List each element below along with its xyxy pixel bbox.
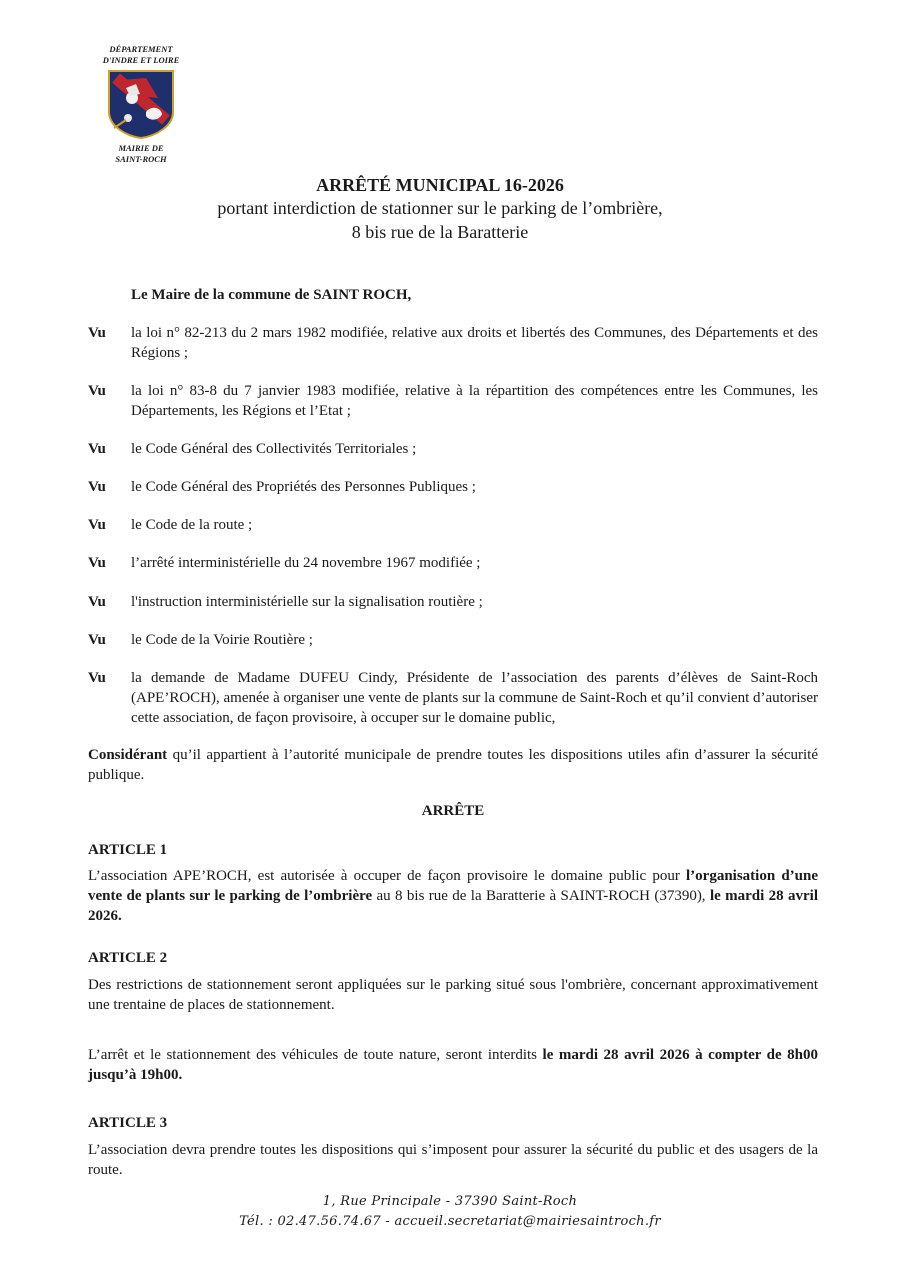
subtitle-line-2: 8 bis rue de la Baratterie <box>351 222 529 242</box>
vu-text: la loi n° 83-8 du 7 janvier 1983 modifiée, relative à la répartition des compétences entre les Communes, les Départements, les Régions et l’Etat ; <box>131 383 818 419</box>
considerant-label: Considérant <box>88 747 168 763</box>
mairie-line-1: MAIRIE DE <box>118 143 164 153</box>
vu-label: Vu <box>88 383 106 399</box>
article-1-date: le mardi 28 avril 2026. <box>88 888 819 924</box>
vu-label: Vu <box>88 594 106 610</box>
vu-text: le Code Général des Propriétés des Personnes Publiques ; <box>131 479 476 495</box>
article-1-bold-1: l’organisation d’une vente de plants sur le parking de l’ombrière <box>88 868 819 904</box>
subtitle-line-1: portant interdiction de stationner sur le parking de l’ombrière, <box>217 198 663 218</box>
department-line-1: DÉPARTEMENT <box>109 44 173 54</box>
vu-item <box>88 592 818 612</box>
vu-label: Vu <box>88 555 106 571</box>
vu-item <box>88 553 818 573</box>
article-2-bold: le mardi 28 avril 2026 à compter de 8h00 jusqu’à 19h00. <box>88 1047 819 1083</box>
vu-text: le Code de la Voirie Routière ; <box>131 632 313 648</box>
considerant-paragraph <box>88 745 818 785</box>
arrete-heading: ARRÊTE <box>421 803 485 819</box>
article-2-text: L’arrêt et le stationnement des véhicules de toute nature, seront interdits <box>88 1047 543 1063</box>
vu-item <box>88 439 818 459</box>
vu-text: la loi n° 82-213 du 2 mars 1982 modifiée, relative aux droits et libertés des Communes, des Départements et des Régions ; <box>131 325 818 361</box>
article-2-heading: ARTICLE 2 <box>88 950 168 966</box>
coat-of-arms-icon <box>106 68 176 140</box>
vu-label: Vu <box>88 670 106 686</box>
vu-text: l'instruction interministérielle sur la signalisation routière ; <box>131 594 483 610</box>
article-2-paragraph-2 <box>88 1045 818 1085</box>
vu-item <box>88 630 818 650</box>
article-1-text-1: L’association APE’ROCH, est autorisée à occuper de façon provisoire le domaine public pour <box>88 868 686 884</box>
vu-item <box>88 323 818 363</box>
vu-item <box>88 381 818 421</box>
mairie-line-2: SAINT-ROCH <box>115 154 167 164</box>
vu-label: Vu <box>88 479 106 495</box>
title-block <box>130 174 750 244</box>
considerant-text: qu’il appartient à l’autorité municipale de prendre toutes les dispositions utiles afin d’assurer la sécurité publique. <box>88 747 818 783</box>
article-1-text-2: au 8 bis rue de la Baratterie à SAINT-ROCH (37390), <box>372 888 710 904</box>
vu-text: le Code de la route ; <box>131 517 253 533</box>
page-title: ARRÊTÉ MUNICIPAL 16-2026 <box>316 175 564 195</box>
article-2-paragraph-1: Des restrictions de stationnement seront appliquées sur le parking situé sous l'ombrière, concernant approximativement une trentaine de places de stationnement. <box>88 977 818 1013</box>
article-3-paragraph: L’association devra prendre toutes les dispositions qui s’imposent pour assurer la sécurité du public et des usagers de la route. <box>88 1142 818 1178</box>
vu-label: Vu <box>88 517 106 533</box>
vu-label: Vu <box>88 325 106 341</box>
mayor-line: Le Maire de la commune de SAINT ROCH, <box>131 287 412 303</box>
vu-text: le Code Général des Collectivités Territoriales ; <box>131 441 417 457</box>
municipal-logo-block <box>88 44 194 165</box>
vu-label: Vu <box>88 441 106 457</box>
article-1-heading: ARTICLE 1 <box>88 842 168 858</box>
footer-address: 1, Rue Principale - 37390 Saint-Roch <box>322 1194 578 1209</box>
department-line-2: D'INDRE ET LOIRE <box>102 55 180 65</box>
vu-item <box>88 668 818 728</box>
vu-item <box>88 477 818 497</box>
vu-label: Vu <box>88 632 106 648</box>
vu-text: la demande de Madame DUFEU Cindy, Présidente de l’association des parents d’élèves de Saint-Roch (APE’ROCH), amenée à organiser une vente de plants sur la commune de Saint-Roch et qu’il convient d’autoriser cette association, de façon provisoire, à occuper sur le domaine public, <box>131 670 818 726</box>
vu-item <box>88 515 818 535</box>
footer-contact: Tél. : 02.47.56.74.67 - accueil.secretariat@mairiesaintroch.fr <box>239 1214 661 1229</box>
article-3-heading: ARTICLE 3 <box>88 1115 168 1131</box>
article-1-text <box>88 866 818 926</box>
vu-text: l’arrêté interministérielle du 24 novembre 1967 modifiée ; <box>131 555 481 571</box>
